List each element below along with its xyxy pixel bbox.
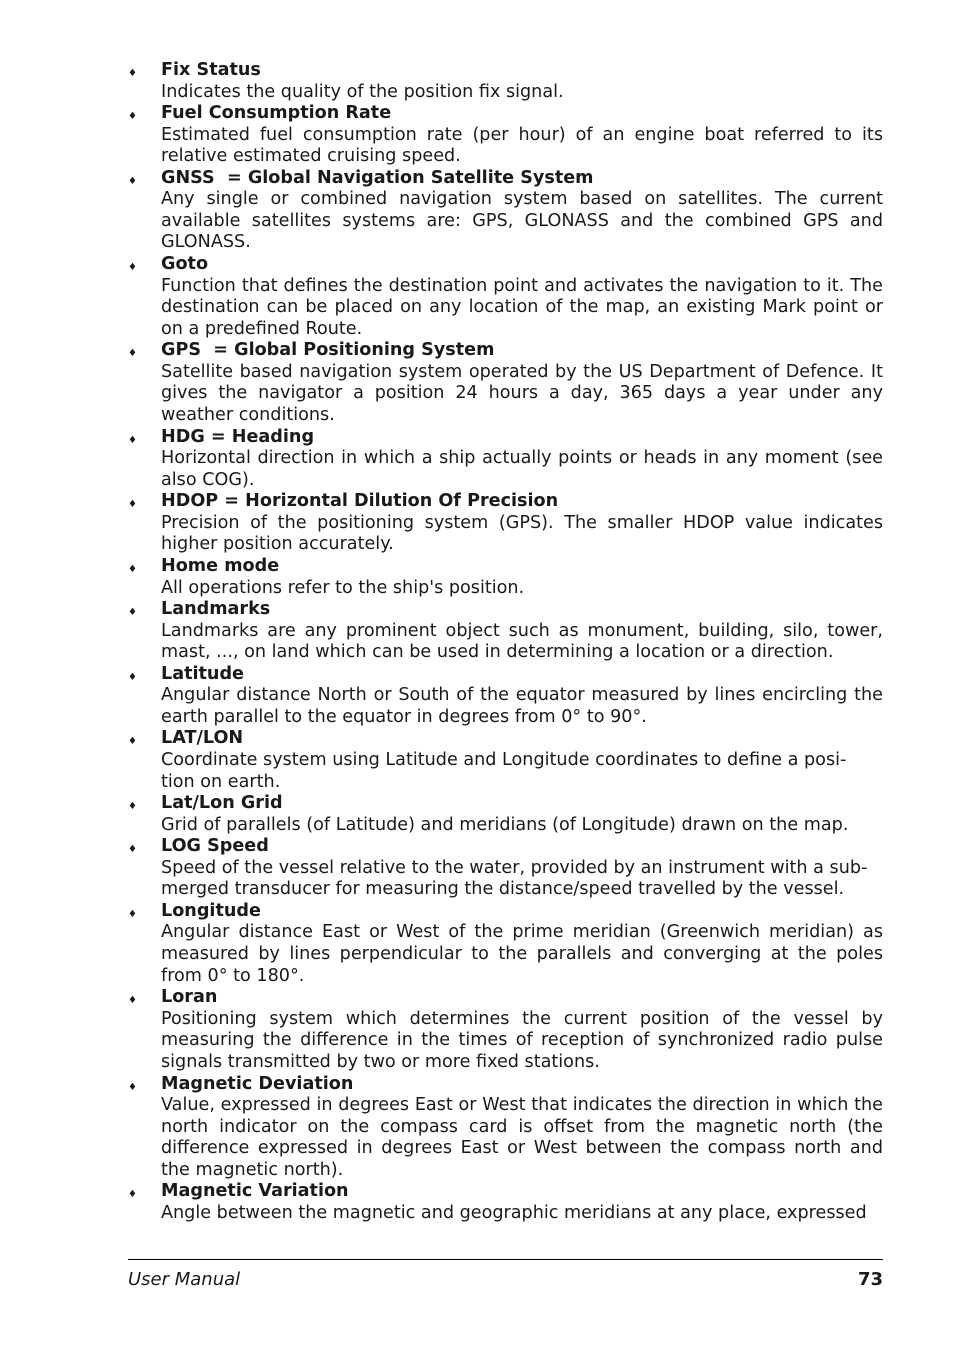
glossary-entry bbox=[128, 599, 883, 664]
bullet-diamond-icon: ♦ bbox=[128, 671, 137, 683]
glossary-term: GNSS = Global Navigation Satellite System bbox=[161, 167, 594, 188]
glossary-term: Fuel Consumption Rate bbox=[161, 103, 392, 124]
glossary-description: Satellite based navigation system operated by the US Department of Defence. It gives the navigator a position 24 hours a day, 365 days a year under any weather conditions. bbox=[161, 361, 883, 426]
glossary-description: Grid of parallels (of Latitude) and meridians (of Longitude) drawn on the map. bbox=[161, 814, 849, 835]
glossary-entry bbox=[128, 664, 883, 729]
bullet-diamond-icon: ♦ bbox=[128, 607, 137, 619]
bullet-diamond-icon: ♦ bbox=[128, 434, 137, 446]
glossary-description: Precision of the positioning system (GPS). The smaller HDOP value indicates higher position accurately. bbox=[161, 512, 883, 555]
glossary-term: Longitude bbox=[161, 900, 261, 921]
glossary-entry bbox=[128, 491, 883, 556]
glossary-description: Estimated fuel consumption rate (per hour) of an engine boat referred to its relative estimated cruising speed. bbox=[161, 124, 883, 167]
bullet-diamond-icon: ♦ bbox=[128, 68, 137, 79]
bullet-diamond-icon: ♦ bbox=[128, 801, 137, 813]
glossary-entry bbox=[128, 340, 883, 426]
glossary-description: Any single or combined navigation system based on satellites. The current available satellites systems are: GPS, GLONASS and the combined GPS and GLONASS. bbox=[161, 189, 883, 253]
glossary-term: Latitude bbox=[161, 663, 244, 684]
bullet-diamond-icon: ♦ bbox=[128, 844, 137, 856]
glossary-term: LAT/LON bbox=[161, 728, 244, 749]
glossary-entry bbox=[128, 1074, 883, 1182]
glossary-description: Value, expressed in degrees East or West that indicates the direction in which the north indicator on the compass card is offset from the magnetic north (the difference expressed in degrees East or West between the compass north and the magnetic north). bbox=[161, 1095, 883, 1180]
glossary-entry bbox=[128, 103, 883, 168]
bullet-diamond-icon: ♦ bbox=[128, 564, 137, 575]
bullet-diamond-icon: ♦ bbox=[128, 262, 137, 274]
glossary-term: Home mode bbox=[161, 556, 280, 576]
bullet-diamond-icon: ♦ bbox=[128, 175, 137, 187]
glossary-description: Indicates the quality of the position fix signal. bbox=[161, 81, 564, 102]
glossary-term: Lat/Lon Grid bbox=[161, 793, 283, 814]
glossary-term: Fix Status bbox=[161, 60, 261, 80]
glossary-entry bbox=[128, 793, 883, 836]
glossary-entry bbox=[128, 728, 883, 793]
glossary-description: Function that defines the destination point and activates the navigation to it. The destination can be placed on any location of the map, an existing Mark point or on a predefined Route. bbox=[161, 275, 883, 339]
glossary-term: GPS = Global Positioning System bbox=[161, 340, 495, 361]
glossary-entry bbox=[128, 836, 883, 901]
glossary-term: Magnetic Variation bbox=[161, 1181, 349, 1202]
glossary-description: Angular distance East or West of the prime meridian (Greenwich meridian) as measured by lines perpendicular to the parallels and converging at the poles from 0° to 180°. bbox=[161, 922, 883, 986]
bullet-diamond-icon: ♦ bbox=[128, 1081, 137, 1093]
glossary-term: Goto bbox=[161, 254, 209, 275]
glossary-term: HDOP = Horizontal Dilution Of Precision bbox=[161, 491, 559, 512]
glossary-description: Horizontal direction in which a ship actually points or heads in any moment (see also COG). bbox=[161, 448, 883, 490]
glossary-entry bbox=[128, 427, 883, 492]
glossary-term: Loran bbox=[161, 987, 218, 1008]
glossary-description: Angle between the magnetic and geographic meridians at any place, expressed bbox=[161, 1202, 867, 1223]
glossary-entry bbox=[128, 556, 883, 599]
glossary-description: Angular distance North or South of the equator measured by lines encircling the earth parallel to the equator in degrees from 0° to 90°. bbox=[161, 685, 883, 727]
glossary-term: HDG = Heading bbox=[161, 426, 315, 447]
bullet-diamond-icon: ♦ bbox=[128, 499, 137, 511]
glossary-term: LOG Speed bbox=[161, 836, 269, 857]
glossary-entry bbox=[128, 1181, 883, 1224]
glossary-list bbox=[128, 60, 883, 1224]
bullet-diamond-icon: ♦ bbox=[128, 908, 137, 920]
glossary-entry bbox=[128, 168, 883, 254]
footer-divider bbox=[128, 1259, 883, 1260]
glossary-description: Speed of the vessel relative to the water, provided by an instrument with a sub- merged transducer for measuring the distance/speed travelled by the vessel. bbox=[161, 857, 868, 900]
bullet-diamond-icon: ♦ bbox=[128, 736, 137, 748]
bullet-diamond-icon: ♦ bbox=[128, 111, 137, 123]
glossary-description: Positioning system which determines the current position of the vessel by measuring the difference in the times of reception of synchronized radio pulse signals transmitted by two or more fixed stations. bbox=[161, 1008, 883, 1072]
glossary-description: Coordinate system using Latitude and Longitude coordinates to define a posi- tion on earth. bbox=[161, 749, 847, 792]
glossary-term: Landmarks bbox=[161, 599, 271, 620]
bullet-diamond-icon: ♦ bbox=[128, 1189, 137, 1201]
bullet-diamond-icon: ♦ bbox=[128, 348, 137, 360]
page-number: 73 bbox=[857, 1269, 883, 1290]
glossary-description: Landmarks are any prominent object such as monument, building, silo, tower, mast, ..., on land which can be used in determining a location or a direction. bbox=[161, 620, 883, 663]
footer-title: User Manual bbox=[128, 1269, 241, 1290]
glossary-entry bbox=[128, 987, 883, 1073]
glossary-entry bbox=[128, 60, 883, 103]
glossary-description: All operations refer to the ship's position. bbox=[161, 577, 525, 598]
glossary-entry bbox=[128, 254, 883, 340]
bullet-diamond-icon: ♦ bbox=[128, 995, 137, 1007]
glossary-term: Magnetic Deviation bbox=[161, 1073, 354, 1094]
glossary-entry bbox=[128, 901, 883, 987]
